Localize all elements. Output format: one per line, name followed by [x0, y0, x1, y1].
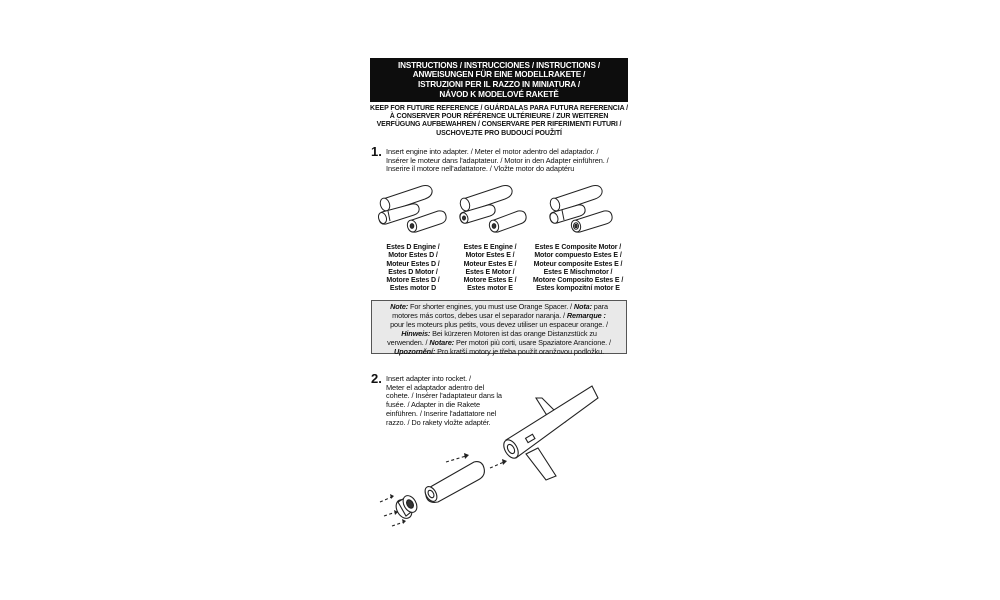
step-2-line: cohete. / Insérer l'adaptateur dans la	[386, 391, 502, 401]
step-2-line: Meter el adaptador adentro del	[386, 382, 485, 392]
step-1-text	[386, 148, 609, 174]
caption-composite-engine	[526, 244, 630, 294]
step-1-line: Insert engine into adapter. / Meter el motor adentro del adaptador. /	[386, 147, 599, 156]
note-en-label: Note:	[390, 302, 409, 311]
title-line: INSTRUCTIONS / INSTRUCCIONES / INSTRUCTIONS /	[397, 60, 601, 70]
keep-line: USCHOVEJTE PRO BUDOUCÍ POUŽITÍ	[436, 129, 562, 137]
step-2-line: einführen. / Inserire l'adattatore nel	[386, 408, 497, 418]
body-tube	[506, 386, 598, 458]
caption-line: Moteur Estes E /	[463, 260, 517, 268]
step-1-line: Insérer le moteur dans l'adaptateur. / Motor in den Adapter einführen. /	[386, 155, 609, 165]
note-de-label: Hinweis:	[401, 328, 431, 338]
caption-e-engine	[455, 244, 525, 294]
step-2-line: fusée. / Adapter in die Rakete	[386, 400, 480, 410]
step-2-line: razzo. / Do rakety vložte adaptér.	[386, 417, 491, 427]
keep-line: KEEP FOR FUTURE REFERENCE / GUÁRDALAS PARA FUTURA REFERENCIA /	[370, 105, 628, 112]
engine-d-illustration	[378, 184, 448, 240]
note-fr-label: Remarque :	[566, 310, 606, 320]
lower-fin	[526, 448, 556, 480]
caption-line: Estes E Composite Motor /	[534, 244, 622, 251]
caption-line: Motore Composito Estes E /	[532, 277, 624, 285]
note-es-text-2: motores más cortos, debes usar el separador naranja. /	[392, 310, 567, 320]
caption-line: Moteur Estes D /	[386, 260, 440, 268]
caption-line: Estes motor E	[467, 285, 513, 293]
step-2-line: Insert adapter into rocket. /	[386, 374, 472, 383]
caption-line: Estes kompozitní motor E	[536, 285, 620, 293]
engine-e-illustration	[458, 184, 528, 240]
keep-line: À CONSERVER POUR RÉFÉRENCE ULTÉRIEURE / ZUR WEITEREN	[389, 113, 609, 121]
note-fr-text: pour les moteurs plus petits, vous devez utiliser un espaceur orange. /	[390, 319, 608, 329]
title-line: ANWEISUNGEN FÜR EINE MODELLRAKETE /	[412, 70, 586, 80]
title-line: ISTRUZIONI PER IL RAZZO IN MINIATURA /	[418, 80, 580, 89]
note-de-text-2: verwenden. /	[387, 337, 430, 347]
caption-line: Estes D Engine /	[386, 244, 440, 251]
keep-line: VERFÜGUNG AUFBEWAHREN / CONSERVARE PER RIFERIMENTI FUTURI /	[376, 121, 622, 129]
caption-line: Motore Estes E /	[463, 277, 517, 285]
caption-d-engine	[378, 244, 448, 294]
note-de-text: Bei kürzeren Motoren ist das orange Distanzstück zu	[430, 328, 597, 338]
note-box	[371, 300, 627, 354]
caption-line: Estes motor D	[389, 285, 437, 293]
note-it-text: Per motori più corti, usare Spaziatore Arancione. /	[454, 337, 611, 347]
caption-line: Estes D Motor /	[388, 268, 438, 276]
caption-line: Motore Estes D /	[386, 277, 440, 285]
title-banner	[370, 58, 628, 102]
caption-line: Estes E Mischmotor /	[543, 268, 613, 276]
note-es-text: para	[591, 302, 608, 311]
caption-line: Estes E Motor /	[465, 268, 515, 276]
note-cz-text: Pro kratší motory je třeba použít oranžovou podložku.	[435, 346, 604, 356]
rocket-assembly-illustration	[370, 378, 632, 538]
step-1-line: Inserire il motore nell'adattatore. / Vložte motor do adaptéru	[386, 164, 575, 174]
caption-line: Motor compuesto Estes E /	[534, 252, 622, 260]
caption-line: Motor Estes D /	[388, 252, 438, 260]
caption-line: Moteur composite Estes E /	[533, 260, 623, 268]
note-es-label: Nota:	[573, 302, 592, 311]
note-en-text: For shorter engines, you must use Orange Spacer. /	[408, 302, 574, 311]
keep-notice	[368, 105, 630, 138]
engine-composite-illustration	[548, 184, 618, 240]
note-cz-label: Upozornění:	[394, 346, 436, 356]
caption-line: Motor Estes E /	[465, 252, 515, 260]
title-line: NÁVOD K MODELOVÉ RAKETĚ	[439, 89, 559, 99]
step-2-number: 2.	[371, 371, 382, 386]
caption-line: Estes E Engine /	[463, 244, 517, 251]
step-1-number: 1.	[371, 144, 382, 159]
note-it-label: Notare:	[429, 337, 455, 347]
